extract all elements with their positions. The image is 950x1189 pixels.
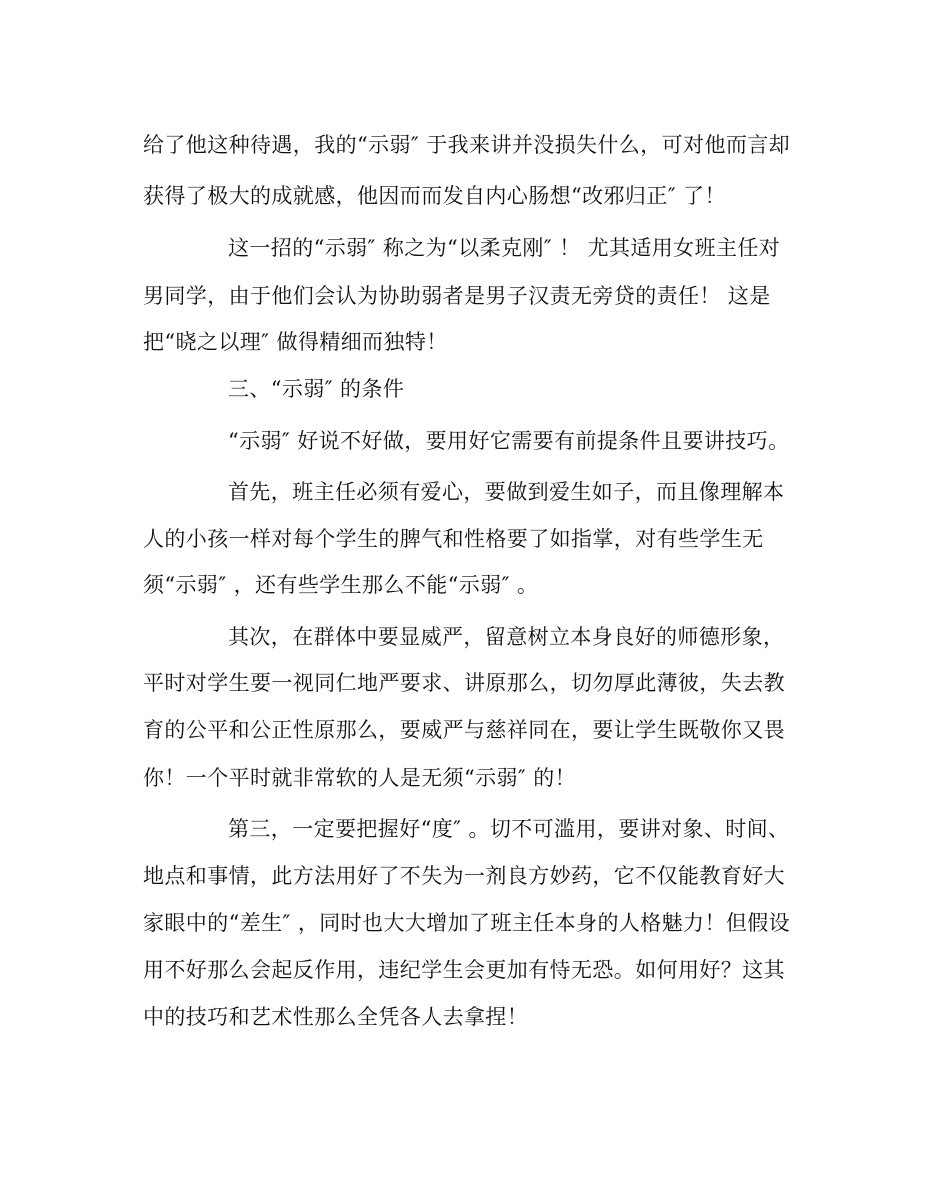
text-line: 给了他这种待遇，我的“示弱″ 于我来讲并没损失什么，可对他而言却 [143,133,791,157]
text-line: 把“晓之以理″ 做得精细而独特！ [143,330,448,354]
text-line: 地点和事情，此方法用好了不失为一剂良方妙药，它不仅能教育好大 [143,864,785,888]
text-line: 男同学，由于他们会认为协助弱者是男子汉责无旁贷的责任！ 这是 [143,284,771,308]
paragraph-start-line: 第三，一定要把握好“度″ 。切不可滥用，要讲对象、时间、 [228,817,790,841]
text-line: 获得了极大的成就感，他因而而发自内心肠想“改邪归正″ 了！ [143,184,726,208]
paragraph-start-line: 这一招的“示弱″ 称之为“以柔克刚″ ！ 尤其适用女班主任对 [228,236,781,260]
paragraph-start-line: 首先，班主任必须有爱心，要做到爱生如子，而且像理解本 [228,480,785,504]
text-line: 平时对学生要一视同仁地严要求、讲原那么，切勿厚此薄彼，失去教 [143,671,785,695]
text-line: 中的技巧和艺术性那么全凭各人去拿捏！ [143,1005,529,1029]
text-line: 须“示弱″ ，还有些学生那么不能“示弱″ 。 [143,573,539,597]
text-line: 你！一个平时就非常软的人是无须“示弱″ 的！ [143,766,577,790]
paragraph-start-line: 其次，在群体中要显威严，留意树立本身良好的师德形象， [228,625,785,649]
text-line: 家眼中的“差生″ ，同时也大大增加了班主任本身的人格魅力！但假设 [143,911,791,935]
text-line: 人的小孩一样对每个学生的脾气和性格要了如指掌，对有些学生无 [143,527,764,551]
paragraph-start-line: “示弱″ 好说不好做，要用好它需要有前提条件且要讲技巧。 [228,429,790,453]
section-heading: 三、“示弱″ 的条件 [228,377,405,401]
text-line: 育的公平和公正性原那么，要威严与慈祥同在，要让学生既敬你又畏 [143,718,785,742]
text-line: 用不好那么会起反作用，违纪学生会更加有恃无恐。如何用好？这其 [143,958,785,982]
